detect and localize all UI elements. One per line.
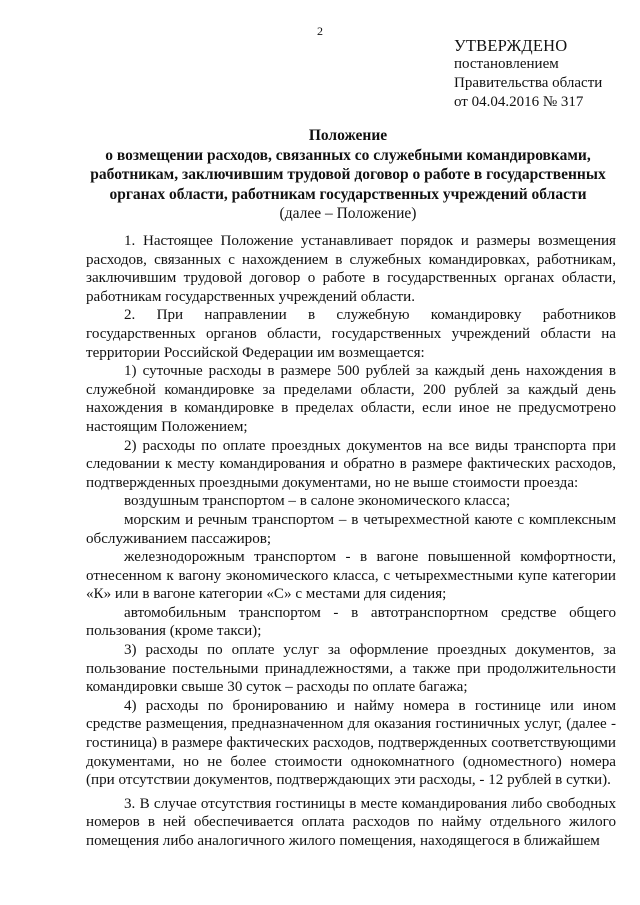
paragraph: морским и речным транспортом – в четырехместной каюте с комплексным обслуживанием пассажиров; xyxy=(86,511,616,547)
page-number: 2 xyxy=(317,24,323,38)
approval-date: от 04.04.2016 № 317 xyxy=(454,94,584,110)
paragraph: железнодорожным транспортом - в вагоне повышенной комфортности, отнесенном к вагону экономического класса, с четырехместными купе категории «К» или в вагоне категории «С» с местами для сидения; xyxy=(86,549,616,603)
title-line: о возмещении расходов, связанных со служебными командировками, xyxy=(105,146,591,164)
paragraph: 3) расходы по оплате услуг за оформление проездных документов, за пользование постельными принадлежностями, а также при продолжительности командировки свыше 30 суток – расходы по оплате багажа; xyxy=(86,642,616,696)
approval-heading: УТВЕРЖДЕНО xyxy=(454,36,568,55)
title-line: органах области, работникам государственных учреждений области xyxy=(109,185,587,203)
paragraph: автомобильным транспортом - в автотранспортном средстве общего пользования (кроме такси); xyxy=(86,604,616,640)
approval-line: Правительства области xyxy=(454,75,603,91)
document-title xyxy=(80,126,616,224)
approval-line: постановлением xyxy=(454,56,559,72)
paragraph: 2. При направлении в служебную командировку работников государственных органов области, государственных учреждений области на территории Российской Федерации им возмещается: xyxy=(86,307,616,361)
paragraph: 3. В случае отсутствия гостиницы в месте командирования либо свободных номеров в ней обеспечивается оплата расходов по найму отдельного жилого помещения либо аналогичного жилого помещения, находящегося в ближайшем xyxy=(86,795,616,849)
paragraph: 1. Настоящее Положение устанавливает порядок и размеры возмещения расходов, связанных с нахождением в служебных командировках, работникам, заключившим трудовой договор о работе в государственных органах области, работникам государственных учреждений области. xyxy=(86,233,616,305)
title-heading: Положение xyxy=(308,127,388,144)
paragraph: 1) суточные расходы в размере 500 рублей за каждый день нахождения в служебной командировке за пределами области, 200 рублей за каждый день нахождения в командировке в пределах области, если иное не предусмотрено настоящим Положением; xyxy=(86,363,616,435)
title-note: (далее – Положение) xyxy=(279,205,417,222)
title-line: работникам, заключившим трудовой договор о работе в государственных xyxy=(90,166,606,183)
paragraph: 4) расходы по бронированию и найму номера в гостинице или ином средстве размещения, предназначенном для оказания гостиничных услуг, (далее - гостиница) в размере фактических расходов, подтвержденных соответствующими документами, но не более стоимости однокомнатного (одноместного) номера (при отсутствии документов, подтверждающих эти расходы, - 12 рублей в сутки). xyxy=(86,697,616,789)
document-body xyxy=(86,232,616,851)
paragraph: воздушным транспортом – в салоне экономического класса; xyxy=(124,493,511,510)
paragraph: 2) расходы по оплате проездных документов на все виды транспорта при следовании к месту командирования и обратно в размере фактических расходов, подтвержденных проездными документами, но не выше стоимости проезда: xyxy=(86,437,616,491)
approval-stamp xyxy=(454,36,602,112)
